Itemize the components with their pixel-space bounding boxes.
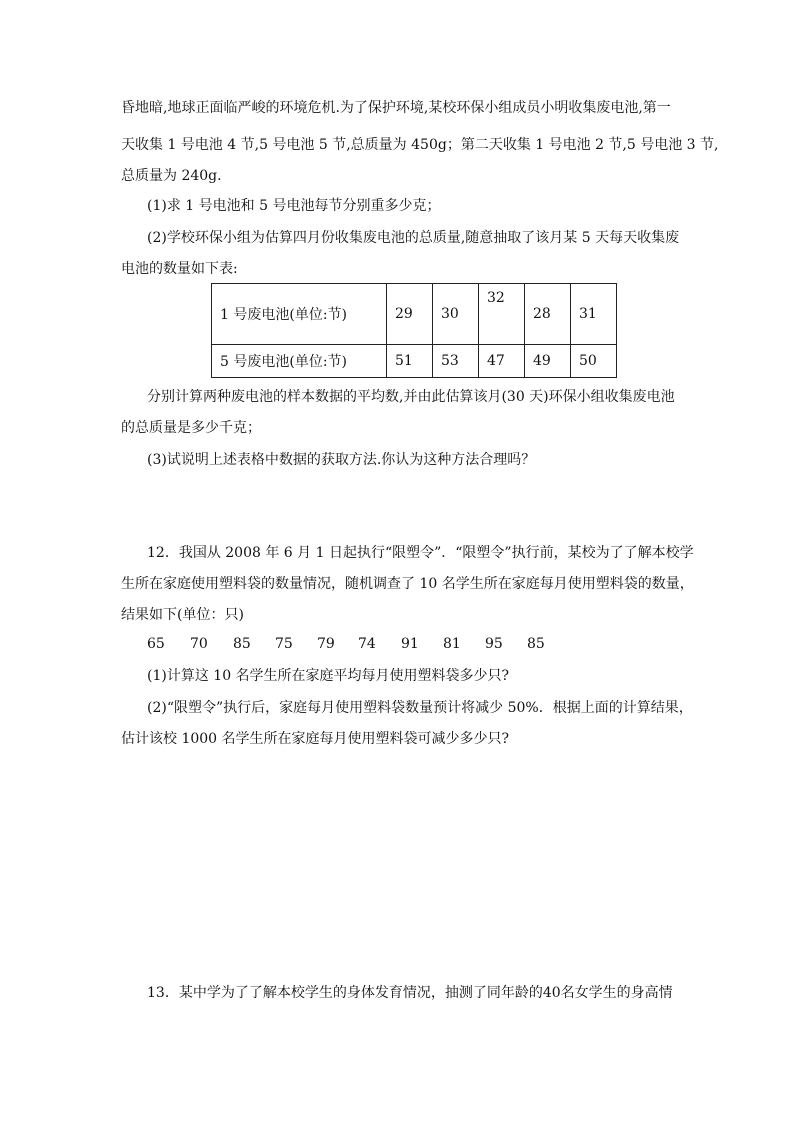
problem12-text-line3: 结果如下(单位：只): [121, 607, 244, 623]
problem11-question2-line1: (2)学校环保小组为估算四月份收集废电池的总质量,随意抽取了该月某 5 天每天收集废: [147, 230, 680, 246]
table-cell: 47: [479, 345, 525, 378]
problem12-question2-line1: (2)“限塑令”执行后，家庭每月使用塑料袋数量预计将减少 50%．根据上面的计算结果，: [147, 700, 693, 716]
list-item: 74: [358, 636, 376, 652]
table-cell: 53: [433, 345, 479, 378]
table-cell: 51: [387, 345, 433, 378]
list-item: 95: [485, 636, 503, 652]
table-cell: 30: [433, 284, 479, 345]
problem11-text-line2: 天收集 1 号电池 4 节,5 号电池 5 节,总质量为 450g；第二天收集 1 号电池 2 节,5 号电池 3 节,: [121, 137, 719, 153]
problem12-text-line1: 12．我国从 2008 年 6 月 1 日起执行“限塑令”．“限塑令”执行前，某校为了了解本校学: [147, 545, 694, 561]
list-item: 70: [190, 636, 208, 652]
table-row: [212, 284, 617, 345]
problem12-question1: (1)计算这 10 名学生所在家庭平均每月使用塑料袋多少只?: [147, 668, 510, 684]
problem11-average-line2: 的总质量是多少千克；: [121, 420, 261, 436]
table-cell: 31: [571, 284, 617, 345]
list-item: 81: [443, 636, 461, 652]
problem11-average-line1: 分别计算两种废电池的样本数据的平均数,并由此估算该月(30 天)环保小组收集废电池: [147, 389, 675, 405]
list-item: 85: [527, 636, 545, 652]
list-item: 85: [233, 636, 251, 652]
problem11-text-line3: 总质量为 240g.: [121, 168, 222, 184]
problem12-text-line2: 生所在家庭使用塑料袋的数量情况，随机调查了 10 名学生所在家庭每月使用塑料袋的数量，: [121, 576, 694, 592]
table-cell: 50: [571, 345, 617, 378]
list-item: 91: [401, 636, 419, 652]
table-cell: 29: [387, 284, 433, 345]
problem13-text-line1: 13．某中学为了了解本校学生的身体发育情况，抽测了同年龄的40名女学生的身高情: [147, 985, 673, 1001]
list-item: 65: [147, 636, 165, 652]
problem11-text-line1: 昏地暗,地球正面临严峻的环境危机.为了保护环境,某校环保小组成员小明收集废电池,第一: [121, 100, 671, 116]
battery-data-table: [211, 283, 617, 378]
table-cell: 32: [479, 284, 525, 345]
problem12-question2-line2: 估计该校 1000 名学生所在家庭每月使用塑料袋可减少多少只?: [121, 731, 510, 747]
table-row-label: 5 号废电池(单位:节): [212, 345, 387, 378]
problem11-question3: (3)试说明上述表格中数据的获取方法.你认为这种方法合理吗？: [147, 452, 536, 468]
problem11-question1: (1)求 1 号电池和 5 号电池每节分别重多少克；: [147, 198, 441, 214]
list-item: 75: [275, 636, 293, 652]
problem11-question2-line2: 电池的数量如下表:: [121, 261, 238, 277]
table-cell: 49: [525, 345, 571, 378]
table-row-label: 1 号废电池(单位:节): [212, 284, 387, 345]
list-item: 79: [317, 636, 335, 652]
table-cell: 28: [525, 284, 571, 345]
table-row: [212, 345, 617, 378]
